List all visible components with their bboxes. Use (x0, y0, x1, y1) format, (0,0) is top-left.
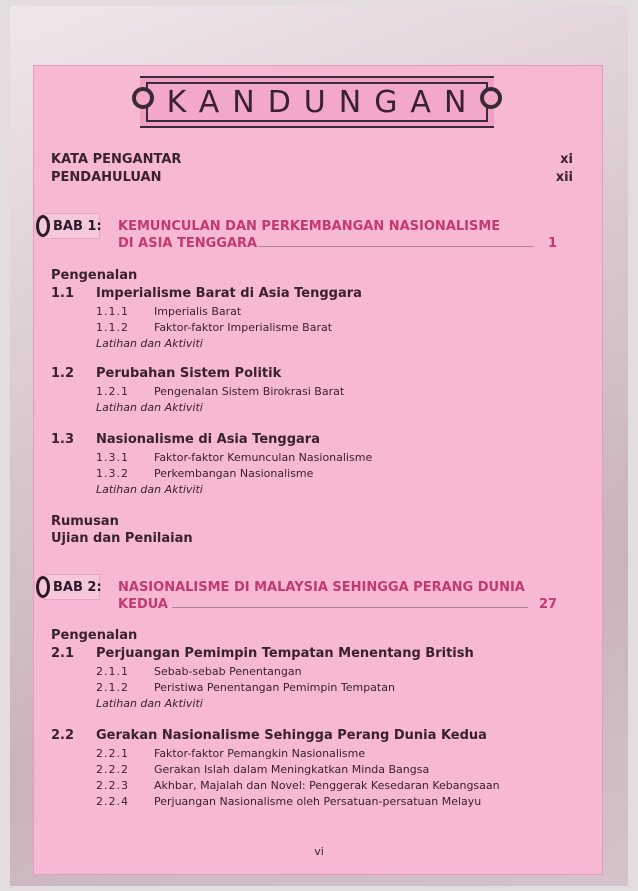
subsection-title[interactable]: Perkembangan Nasionalisme (154, 467, 314, 480)
intro-entry[interactable]: Pengenalan (51, 628, 138, 643)
exercise-entry[interactable]: Latihan dan Aktiviti (96, 697, 203, 710)
chapter-page: 27 (539, 597, 558, 612)
front-matter-label[interactable]: KATA PENGANTAR (51, 152, 182, 167)
section-number: 2.2 (51, 728, 75, 743)
chapter-tab-ring-icon (36, 215, 50, 237)
front-matter-page: xii (555, 170, 573, 185)
exercise-entry[interactable]: Latihan dan Aktiviti (96, 401, 203, 414)
section-number: 2.1 (51, 646, 75, 661)
banner-ring-right-icon (480, 87, 502, 109)
section-title[interactable]: Nasionalisme di Asia Tenggara (96, 432, 320, 447)
chapter-title-line1[interactable]: KEMUNCULAN DAN PERKEMBANGAN NASIONALISME (118, 219, 501, 234)
front-matter-page: xi (560, 152, 573, 167)
subsection-number: 2.2.3 (96, 779, 129, 792)
subsection-number: 2.1.2 (96, 681, 129, 694)
section-number: 1.3 (51, 432, 75, 447)
section-number: 1.2 (51, 366, 75, 381)
assessment-entry[interactable]: Ujian dan Penilaian (51, 531, 193, 546)
section-title[interactable]: Imperialisme Barat di Asia Tenggara (96, 286, 362, 301)
subsection-number: 1.1.2 (96, 321, 129, 334)
chapter-title-line2[interactable]: KEDUA (118, 597, 168, 612)
chapter-title-line2[interactable]: DI ASIA TENGGARA (118, 236, 258, 251)
leader-line (172, 607, 528, 608)
section-number: 1.1 (51, 286, 75, 301)
header-banner-frame (146, 82, 488, 122)
subsection-number: 2.2.4 (96, 795, 129, 808)
subsection-title[interactable]: Faktor-faktor Kemunculan Nasionalisme (154, 451, 373, 464)
leader-line (258, 246, 534, 247)
subsection-title[interactable]: Pengenalan Sistem Birokrasi Barat (154, 385, 345, 398)
subsection-title[interactable]: Akhbar, Majalah dan Novel: Penggerak Kesedaran Kebangsaan (154, 779, 500, 792)
exercise-entry[interactable]: Latihan dan Aktiviti (96, 483, 203, 496)
banner-ring-left-icon (132, 87, 154, 109)
subsection-number: 1.3.1 (96, 451, 129, 464)
page-title: KANDUNGAN (166, 84, 480, 120)
subsection-number: 1.1.1 (96, 305, 129, 318)
chapter-title-line1[interactable]: NASIONALISME DI MALAYSIA SEHINGGA PERANG DUNIA (118, 580, 525, 595)
subsection-title[interactable]: Faktor-faktor Pemangkin Nasionalisme (154, 747, 366, 760)
section-title[interactable]: Perubahan Sistem Politik (96, 366, 282, 381)
subsection-title[interactable]: Sebab-sebab Penentangan (154, 665, 302, 678)
page-number: vi (314, 845, 324, 858)
chapter-label: BAB 1: (53, 219, 102, 234)
chapter-page: 1 (548, 236, 558, 251)
subsection-title[interactable]: Perjuangan Nasionalisme oleh Persatuan-persatuan Melayu (154, 795, 482, 808)
header-banner (140, 76, 494, 128)
section-title[interactable]: Gerakan Nasionalisme Sehingga Perang Dunia Kedua (96, 728, 487, 743)
subsection-title[interactable]: Faktor-faktor Imperialisme Barat (154, 321, 333, 334)
subsection-title[interactable]: Gerakan Islah dalam Meningkatkan Minda Bangsa (154, 763, 430, 776)
subsection-title[interactable]: Imperialis Barat (154, 305, 242, 318)
section-title[interactable]: Perjuangan Pemimpin Tempatan Menentang British (96, 646, 474, 661)
subsection-number: 1.2.1 (96, 385, 129, 398)
subsection-number: 1.3.2 (96, 467, 129, 480)
subsection-number: 2.2.1 (96, 747, 129, 760)
summary-entry[interactable]: Rumusan (51, 514, 119, 529)
exercise-entry[interactable]: Latihan dan Aktiviti (96, 337, 203, 350)
subsection-title[interactable]: Peristiwa Penentangan Pemimpin Tempatan (154, 681, 395, 694)
chapter-tab-ring-icon (36, 576, 50, 598)
subsection-number: 2.1.1 (96, 665, 129, 678)
subsection-number: 2.2.2 (96, 763, 129, 776)
chapter-label: BAB 2: (53, 580, 102, 595)
front-matter-label[interactable]: PENDAHULUAN (51, 170, 162, 185)
intro-entry[interactable]: Pengenalan (51, 268, 138, 283)
